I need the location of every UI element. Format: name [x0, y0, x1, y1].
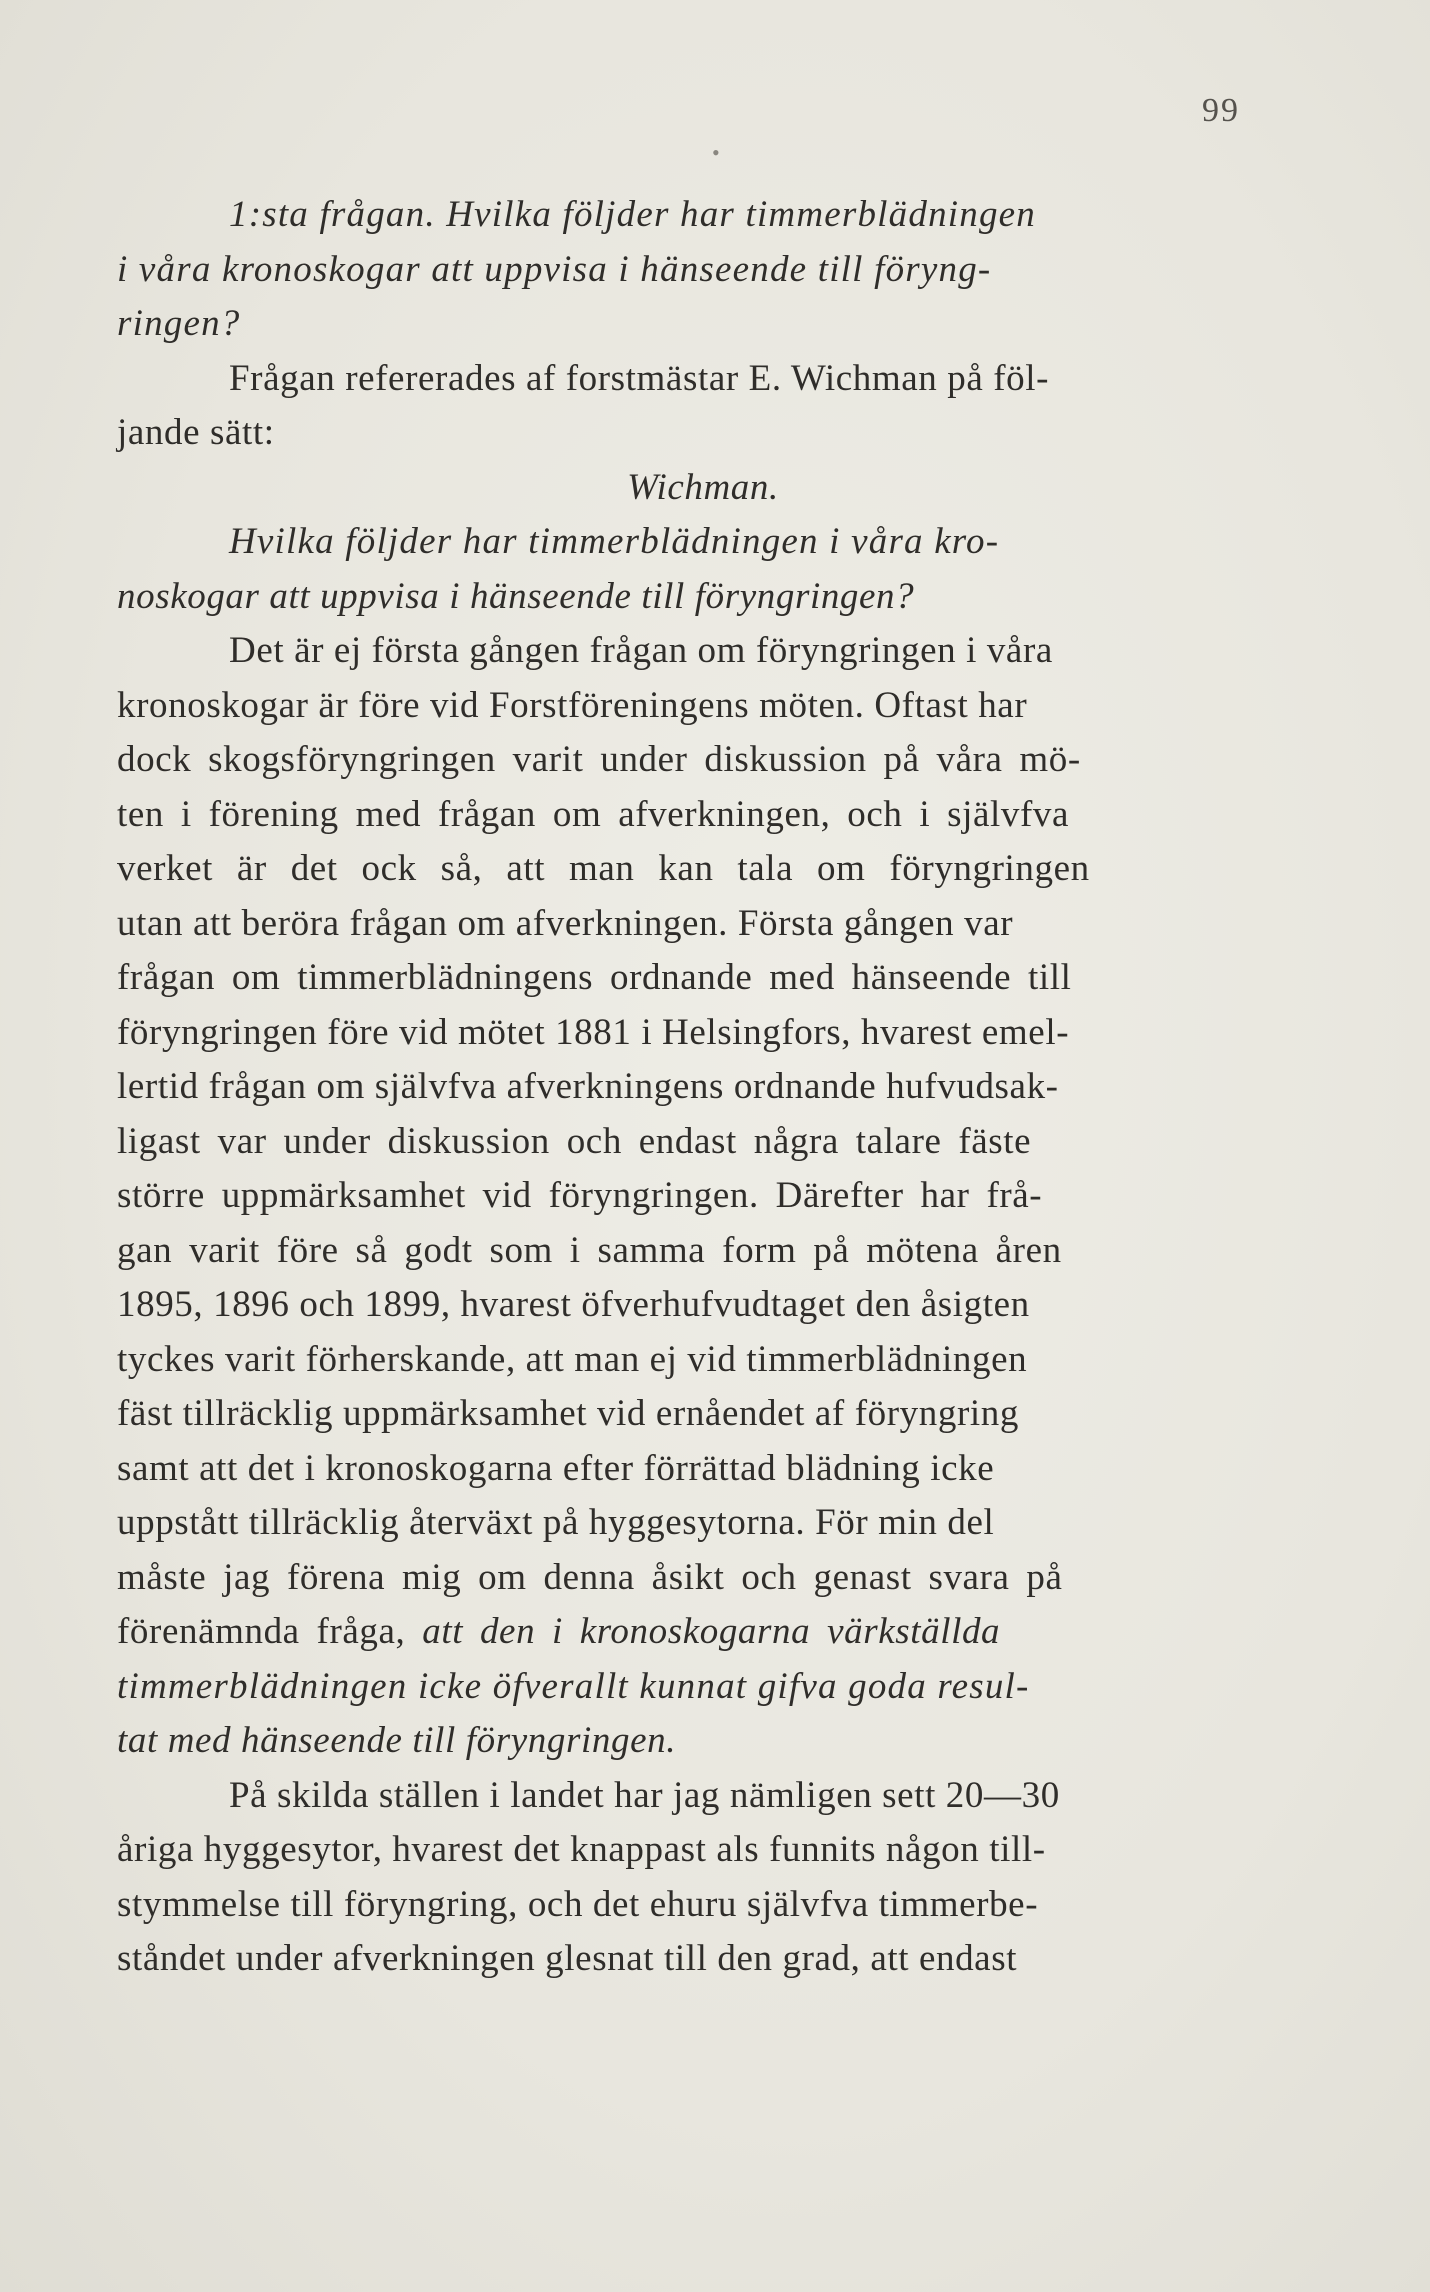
page-body — [117, 188, 1289, 1987]
paragraph-line: gan varit före så godt som i samma form på mötena åren — [117, 1229, 1062, 1271]
question-line: 1:sta frågan. Hvilka följder har timmerblädningen — [229, 194, 1036, 235]
paragraph-line: lertid frågan om självfva afverkningens ordnande hufvudsak- — [117, 1066, 1059, 1107]
paragraph-line: samt att det i kronoskogarna efter förrättad blädning icke — [117, 1447, 995, 1489]
emphasis-line: timmerblädningen icke öfverallt kunnat gifva goda resul- — [117, 1665, 1030, 1707]
paragraph-line: fäst tillräcklig uppmärksamhet vid ernåendet af föryngring — [117, 1393, 1019, 1434]
paragraph-line: uppstått tillräcklig återväxt på hyggesytorna. För min del — [117, 1502, 995, 1543]
speaker-heading: Wichman. — [627, 466, 779, 508]
question-line: ringen? — [117, 303, 241, 344]
paragraph-line: stymmelse till föryngring, och det ehuru självfva timmerbe- — [117, 1883, 1039, 1925]
paragraph-line: ligast var under diskussion och endast några talare fäste — [117, 1120, 1032, 1162]
printing-speck: • — [712, 140, 720, 165]
paragraph-line: större uppmärksamhet vid föryngringen. Därefter har frå- — [117, 1175, 1043, 1216]
heading-question-line: noskogar att uppvisa i hänseende till föryngringen? — [117, 575, 915, 617]
paragraph-line: föryngringen före vid mötet 1881 i Helsingfors, hvarest emel- — [117, 1011, 1070, 1053]
paragraph-line — [117, 1605, 1289, 1660]
paragraph-line: måste jag förena mig om denna åsikt och genast svara på — [117, 1556, 1063, 1598]
paragraph-line: tyckes varit förherskande, att man ej vid timmerblädningen — [117, 1338, 1028, 1380]
paragraph-line: utan att beröra frågan om afverkningen. Första gången var — [117, 902, 1014, 944]
paragraph-line: jande sätt: — [117, 412, 275, 453]
paragraph-line: Det är ej första gången frågan om föryngringen i våra — [229, 630, 1053, 671]
paragraph-line-roman: förenämnda fråga, — [117, 1611, 406, 1652]
paragraph-line: dock skogsföryngringen varit under diskussion på våra mö- — [117, 739, 1081, 780]
paragraph-line: Frågan refererades af forstmästar E. Wichman på föl- — [229, 357, 1050, 399]
paragraph-line: 1895, 1896 och 1899, hvarest öfverhufvudtaget den åsigten — [117, 1284, 1030, 1325]
heading-question-line: Hvilka följder har timmerblädningen i våra kro- — [229, 521, 1000, 562]
paragraph-line: frågan om timmerblädningens ordnande med hänseende till — [117, 957, 1072, 998]
paragraph-line: ståndet under afverkningen glesnat till den grad, att endast — [117, 1938, 1018, 1979]
emphasis-text: att den i kronoskogarna värkställda — [422, 1611, 1001, 1652]
paragraph-line: På skilda ställen i landet har jag nämligen sett 20—30 — [229, 1774, 1060, 1816]
emphasis-line: tat med hänseende till föryngringen. — [117, 1720, 677, 1761]
paragraph-line: kronoskogar är före vid Forstföreningens möten. Oftast har — [117, 684, 1028, 726]
question-line: i våra kronoskogar att uppvisa i hänseende till föryng- — [117, 248, 992, 290]
paragraph-line: ten i förening med frågan om afverkningen, och i självfva — [117, 793, 1070, 835]
page-number: 99 — [1202, 92, 1240, 129]
paragraph-line: åriga hyggesytor, hvarest det knappast als funnits någon till- — [117, 1829, 1046, 1870]
paragraph-line: verket är det ock så, att man kan tala om föryngringen — [117, 848, 1090, 889]
